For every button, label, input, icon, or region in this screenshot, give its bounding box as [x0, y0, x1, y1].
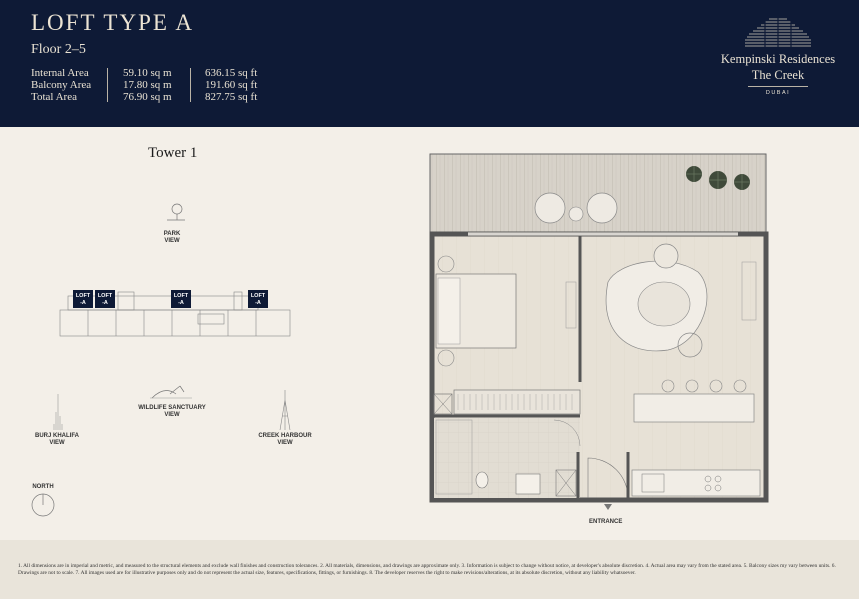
disclaimer-text: 1. All dimensions are in imperial and metric, and measured to the structural elements and exclude wall finishes and construction tolerances. 2. All materials, dimensions, and drawings are approximate only. 3. Information is subject to change without notice, at developer's absolute discretion. 4. Actual area may vary from the stated area. 5. Balcony sizes my vary between units. 6. Drawings are not to scale. 7. All images used are for illustrative purposes only and do not represent the actual size, features, specifications, fittings, or furnishings. 8. The developer reserves the right to make revisions/alterations, at its absolute discretion, without any liability whatsoever. — [18, 563, 836, 576]
creek-harbour-view-label: CREEK HARBOUR VIEW — [258, 433, 312, 446]
area-sqm: 59.10 sq m — [123, 67, 172, 79]
unit-tag-label: LOFT -A — [97, 293, 113, 306]
burj-khalifa-view-label: BURJ KHALIFA VIEW — [34, 433, 79, 446]
floor-plan — [428, 152, 770, 522]
wildlife-view-label: WILDLIFE SANCTUARY VIEW — [138, 405, 206, 418]
brand-name-line1: Kempinski Residences — [720, 52, 836, 66]
burj-khalifa-icon — [53, 394, 63, 430]
divider — [190, 68, 191, 102]
brand-name-line2: The Creek — [751, 68, 805, 82]
park-view-icon — [165, 202, 187, 222]
brand-block — [714, 16, 842, 96]
creek-harbour-icon — [277, 390, 293, 430]
header-banner — [0, 0, 859, 127]
area-sqft: 636.15 sq ft — [205, 67, 258, 79]
wildlife-view-icon — [150, 384, 192, 400]
area-sqft: 191.60 sq ft — [205, 79, 258, 91]
park-view-label: PARK VIEW — [163, 231, 181, 244]
kempinski-logo-icon — [743, 16, 813, 50]
unit-tag-label: LOFT -A — [250, 293, 266, 306]
entrance-label: ENTRANCE — [589, 519, 623, 525]
area-sqm: 17.80 sq m — [123, 79, 172, 91]
brand-city: DUBAI — [765, 90, 791, 96]
area-label: Balcony Area — [31, 79, 92, 91]
brand-rule — [748, 86, 808, 87]
north-compass-icon — [30, 492, 56, 518]
area-sqft: 827.75 sq ft — [205, 91, 258, 103]
tower-title: Tower 1 — [148, 145, 198, 161]
divider — [107, 68, 108, 102]
floor-label: Floor 2–5 — [31, 42, 86, 57]
unit-title: LOFT TYPE A — [31, 10, 195, 35]
unit-tag-label: LOFT -A — [75, 293, 91, 306]
area-label: Internal Area — [31, 67, 89, 79]
unit-tag-label: LOFT -A — [173, 293, 189, 306]
area-sqm: 76.90 sq m — [123, 91, 172, 103]
north-label: NORTH — [32, 484, 54, 490]
area-label: Total Area — [31, 91, 77, 103]
